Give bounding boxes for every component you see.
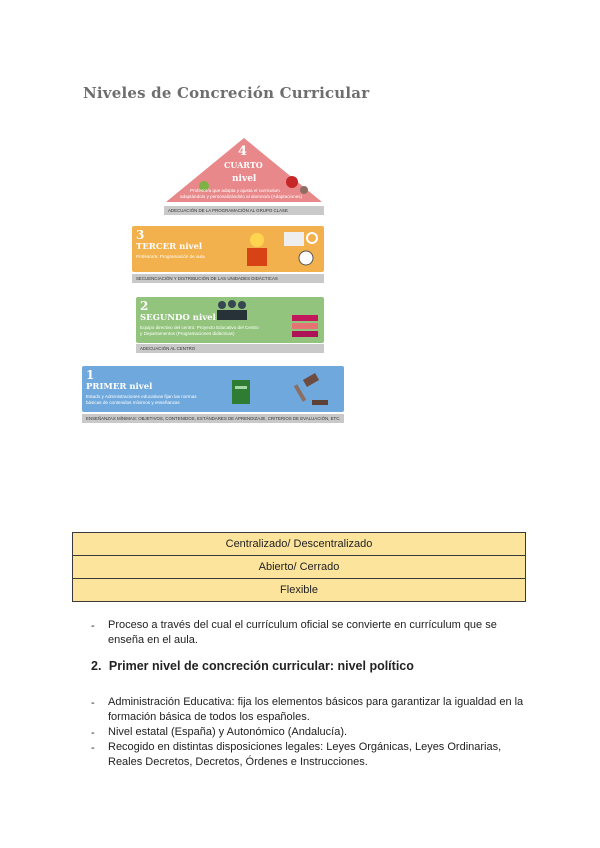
- level4-desc-line1: Profesor/a que adapta y ajusta el curriculum: [190, 188, 280, 193]
- table-row: [73, 533, 526, 556]
- tomato-icon: [286, 176, 298, 188]
- bullet-line: formación básica de todos los españoles.: [108, 711, 310, 723]
- level3-strip: SECUENCIACIÓN Y DISTRIBUCIÓN DE LAS UNIDADES DIDÁCTICAS: [132, 274, 324, 283]
- level4-title-line2: nivel: [232, 174, 257, 184]
- books-icon: [290, 313, 320, 341]
- bullet-line: Nivel estatal (España) y Autonómico (Andalucía).: [108, 726, 348, 738]
- bullet-text: [108, 725, 538, 740]
- level4-desc-line2: adaptándolo y personalizándolo al alumno/a (Adaptaciones): [180, 194, 303, 199]
- level4-strip: ADECUACIÓN DE LA PROGRAMACIÓN AL GRUPO CLASE: [164, 206, 324, 215]
- level3-box: [132, 226, 324, 272]
- level1-box: [82, 366, 344, 412]
- level2-strip: ADECUACIÓN AL CENTRO: [136, 344, 324, 353]
- law-book-icon: [230, 378, 252, 406]
- level4-number: 4: [238, 144, 248, 159]
- bullet-line: Recogido en distintas disposiciones legales: Leyes Orgánicas, Leyes Ordinarias,: [108, 741, 502, 753]
- gavel-icon: [290, 372, 330, 408]
- level3-number: 3: [136, 228, 145, 242]
- section-heading: [91, 659, 414, 673]
- level2-number: 2: [140, 299, 149, 313]
- teacher-icon: [242, 230, 272, 268]
- level1-strip: ENSEÑANZAS MÍNIMAS: OBJETIVOS, CONTENIDOS, ESTÁNDARES DE APRENDIZAJE, CRITERIOS DE EVALUACIÓN, ETC.: [82, 414, 344, 423]
- food-icon: [300, 186, 308, 194]
- level3-title: TERCER nivel: [136, 242, 203, 252]
- bullet-dash: -: [91, 697, 95, 709]
- level1-desc-line1: Estado y Administraciones educativas fijan las normas: [86, 394, 197, 399]
- level4-title-line1: CUARTO: [224, 160, 263, 170]
- section-number: 2.: [91, 659, 102, 673]
- schedule-icon: [282, 230, 320, 268]
- section-title: Primer nivel de concreción curricular: nivel político: [108, 659, 414, 673]
- bullet-dash: -: [91, 727, 95, 739]
- level1-number: 1: [86, 368, 95, 382]
- concretion-pyramid: [82, 136, 346, 426]
- level2-box: [136, 297, 324, 343]
- bullet-text: [108, 618, 528, 648]
- bullet-line: Reales Decretos, Decretos, Órdenes e Instrucciones.: [108, 756, 368, 768]
- team-icon: [214, 299, 250, 321]
- bullet-dash: -: [91, 620, 95, 632]
- level2-desc-line2: y Departamentos (Programaciones didácticas): [140, 331, 235, 336]
- level2-desc-line1: Equipo directivo del centro: Proyecto Educativo del Centro: [140, 325, 259, 330]
- level1-title: PRIMER nivel: [86, 382, 153, 392]
- table-row: [73, 556, 526, 579]
- bullet-line: enseña en el aula.: [108, 634, 198, 646]
- curriculum-characteristics-table: [72, 532, 526, 602]
- bullet-line: Proceso a través del cual el currículum oficial se convierte en currículum que se: [108, 619, 497, 631]
- bullet-dash: -: [91, 742, 95, 754]
- bullet-text: [108, 740, 538, 770]
- bullet-line: Administración Educativa: fija los elementos básicos para garantizar la igualdad en la: [108, 696, 524, 708]
- table-row: [73, 579, 526, 602]
- document-title: Niveles de Concreción Curricular: [83, 84, 370, 102]
- table-cell: Flexible: [73, 579, 526, 602]
- bullet-text: [108, 695, 538, 725]
- level1-desc-line2: básicas de contenidos mínimos y enseñanzas: [86, 400, 180, 405]
- table-cell: Centralizado/ Descentralizado: [73, 533, 526, 556]
- level2-title: SEGUNDO nivel: [140, 313, 216, 323]
- table-cell: Abierto/ Cerrado: [73, 556, 526, 579]
- level3-desc: Profesor/a: Programación de aula: [136, 254, 205, 259]
